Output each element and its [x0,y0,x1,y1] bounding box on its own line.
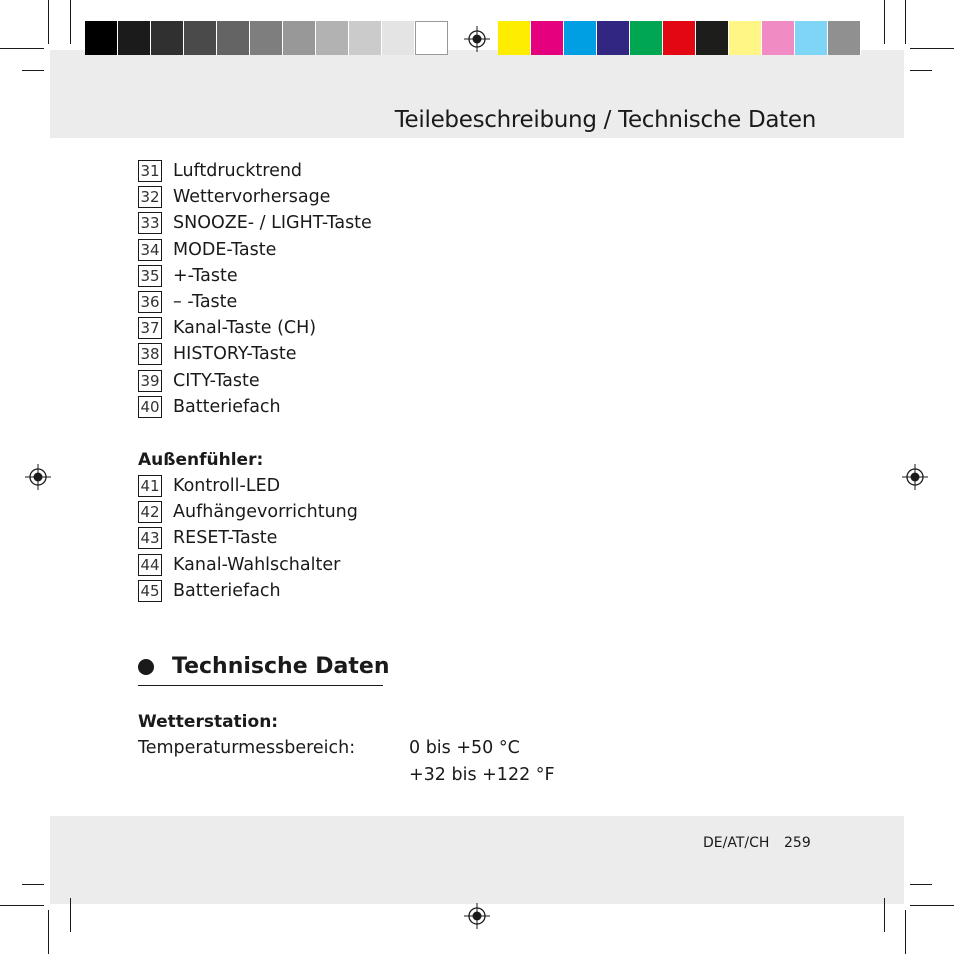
gray-swatch [85,21,118,55]
crop-mark [884,898,885,932]
page-number: 259 [784,835,811,851]
color-swatch [696,21,729,55]
list-item [138,578,358,604]
color-swatch [828,21,861,55]
part-label: CITY-Taste [173,370,260,391]
spec-label: Temperaturmessbereich: [138,738,356,758]
crop-mark [910,905,954,906]
part-label: Kontroll-LED [173,476,281,497]
gray-swatch [217,21,250,55]
spec-value-fahrenheit: +32 bis +122 °F [409,765,555,785]
list-item [138,263,372,289]
crop-mark [70,898,71,932]
part-number-box: 44 [138,554,162,576]
section-heading [138,654,390,679]
list-item [138,552,358,578]
crop-mark [910,884,932,885]
part-label: RESET-Taste [173,528,278,549]
list-item [138,499,358,525]
crop-mark [910,48,954,49]
list-item [138,289,372,315]
gray-swatch [118,21,151,55]
part-label: MODE-Taste [173,239,277,260]
list-item [138,394,372,420]
gray-swatch [250,21,283,55]
color-swatch [564,21,597,55]
color-swatch [729,21,762,55]
footer-band [50,816,904,904]
crop-mark [48,910,49,954]
part-number-box: 42 [138,501,162,523]
list-item [138,184,372,210]
gray-swatch [283,21,316,55]
list-item [138,315,372,341]
spec-value-celsius: 0 bis +50 °C [409,738,520,758]
registration-mark-icon [464,903,490,929]
sensor-parts-list [138,473,358,604]
footer-language: DE/AT/CH [703,835,770,851]
crop-mark [0,905,44,906]
crop-mark [22,884,44,885]
color-swatch [498,21,531,55]
gray-swatch [415,21,448,55]
part-number-box: 39 [138,370,162,392]
crop-mark [884,0,885,44]
part-number-box: 33 [138,212,162,234]
list-item [138,158,372,184]
crop-mark [22,70,44,71]
parts-list [138,158,372,420]
part-label: Kanal-Wahlschalter [173,554,341,575]
grayscale-calibration-bar [85,21,448,55]
gray-swatch [184,21,217,55]
list-item [138,341,372,367]
color-swatch [663,21,696,55]
sensor-heading: Außenfühler: [138,450,264,470]
color-swatch [597,21,630,55]
part-number-box: 35 [138,265,162,287]
color-calibration-bar [498,21,861,55]
part-number-box: 38 [138,343,162,365]
gray-swatch [316,21,349,55]
crop-mark [905,0,906,44]
part-number-box: 45 [138,580,162,602]
part-label: Luftdrucktrend [173,161,303,182]
crop-mark [910,70,932,71]
crop-mark [70,0,71,44]
part-label: SNOOZE- / LIGHT-Taste [173,213,372,234]
part-label: – -Taste [173,292,238,313]
list-item [138,473,358,499]
list-item [138,210,372,236]
part-number-box: 36 [138,291,162,313]
part-number-box: 31 [138,160,162,182]
list-item [138,525,358,551]
gray-swatch [382,21,415,55]
list-item [138,368,372,394]
part-number-box: 34 [138,239,162,261]
part-label: +-Taste [173,265,238,286]
registration-mark-icon [25,464,51,490]
part-label: Batteriefach [173,580,281,601]
color-swatch [531,21,564,55]
part-number-box: 41 [138,475,162,497]
part-number-box: 32 [138,186,162,208]
part-label: Aufhängevorrichtung [173,502,358,523]
part-number-box: 37 [138,317,162,339]
station-heading: Wetterstation: [138,712,279,732]
gray-swatch [349,21,382,55]
color-swatch [762,21,795,55]
bullet-icon [138,659,154,675]
crop-mark [48,0,49,44]
section-title: Technische Daten [172,654,390,679]
list-item [138,237,372,263]
part-label: Kanal-Taste (CH) [173,318,317,339]
part-label: Batteriefach [173,396,281,417]
crop-mark [905,910,906,954]
registration-mark-icon [464,26,490,52]
part-label: Wettervorhersage [173,187,331,208]
part-number-box: 40 [138,396,162,418]
crop-mark [0,48,44,49]
page-title: Teilebeschreibung / Technische Daten [394,107,816,134]
color-swatch [795,21,828,55]
part-label: HISTORY-Taste [173,344,297,365]
gray-swatch [151,21,184,55]
color-swatch [630,21,663,55]
registration-mark-icon [902,464,928,490]
section-underline [138,685,383,686]
part-number-box: 43 [138,527,162,549]
